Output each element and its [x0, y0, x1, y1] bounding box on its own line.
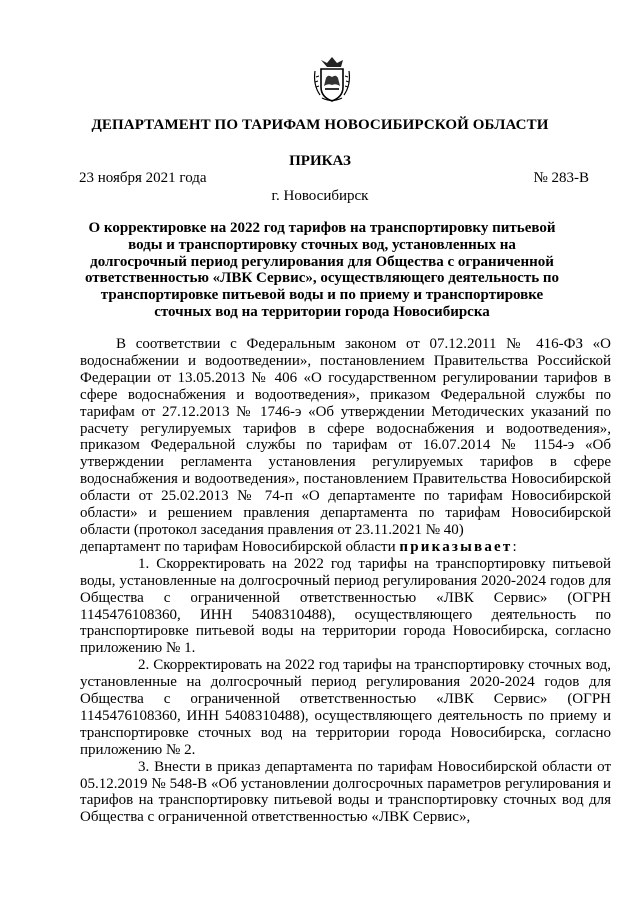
coat-of-arms-emblem-icon — [312, 55, 352, 103]
order-city: г. Новосибирск — [271, 188, 369, 204]
resolve-paragraph — [80, 539, 611, 556]
item-3-paragraph: 3. Внести в приказ департамента по тарифам Новосибирской области от 05.12.2019 № 548-В «Об установлении долгосрочных параметров регулирования и тарифов на транспортировку питьевой воды и транспортировку сточных вод для Общества с ограниченной ответственностью «ЛВК Сервис», — [80, 758, 611, 826]
order-subject: О корректировке на 2022 год тарифов на транспортировку питьевой воды и транспортировку сточных вод, установленных на долгосрочный период регулирования для Общества с ограниченной ответственностью «ЛВК Сервис», осуществляющего деятельность по транспортировке питьевой воды и по приему и транспортировке сточных вод на территории города Новосибирска — [84, 220, 560, 320]
order-title: ПРИКАЗ — [289, 153, 351, 169]
resolve-suffix: : — [512, 538, 517, 555]
order-date: 23 ноября 2021 года — [79, 170, 207, 186]
resolve-word: приказывает — [399, 538, 513, 555]
order-body — [80, 336, 611, 826]
resolve-prefix: департамент по тарифам Новосибирской области — [80, 538, 400, 555]
item-1-paragraph: 1. Скорректировать на 2022 год тарифы на транспортировку питьевой воды, установленные на долгосрочный период регулирования 2020-2024 годов для Общества с ограниченной ответственностью «ЛВК Сервис» (ОГРН 1145476108360, ИНН 5408310488), осуществляющего деятельность по транспортировке питьевой воды на территории города Новосибирска, согласно приложению № 1. — [80, 555, 611, 657]
order-number: № 283-В — [533, 170, 589, 186]
department-title: ДЕПАРТАМЕНТ ПО ТАРИФАМ НОВОСИБИРСКОЙ ОБЛАСТИ — [91, 117, 549, 133]
item-2-paragraph: 2. Скорректировать на 2022 год тарифы на транспортировку сточных вод, установленные на долгосрочный период регулирования 2020-2024 годов для Общества с ограниченной ответственностью «ЛВК Сервис» (ОГРН 1145476108360, ИНН 5408310488), осуществляющего деятельность по приему и транспортировке сточных вод на территории города Новосибирска, согласно приложению № 2. — [80, 657, 611, 758]
preamble-paragraph: В соответствии с Федеральным законом от 07.12.2011 № 416-ФЗ «О водоснабжении и водоотведении», постановлением Правительства Российской Федерации от 13.05.2013 № 406 «О государственном регулировании тарифов в сфере водоснабжения и водоотведения», приказом Федеральной службы по тарифам от 27.12.2013 № 1746-э «Об утверждении Методических указаний по расчету регулируемых тарифов в сфере водоснабжения и водоотведения», приказом Федеральной службы по тарифам от 16.07.2014 № 1154-э «Об утверждении регламента установления регулируемых тарифов в сфере водоснабжения и водоотведения», постановлением Правительства Новосибирской области от 25.02.2013 № 74-п «О департаменте по тарифам Новосибирской области» и решением правления департамента по тарифам Новосибирской области (протокол заседания правления от 23.11.2021 № 40) — [80, 336, 611, 538]
